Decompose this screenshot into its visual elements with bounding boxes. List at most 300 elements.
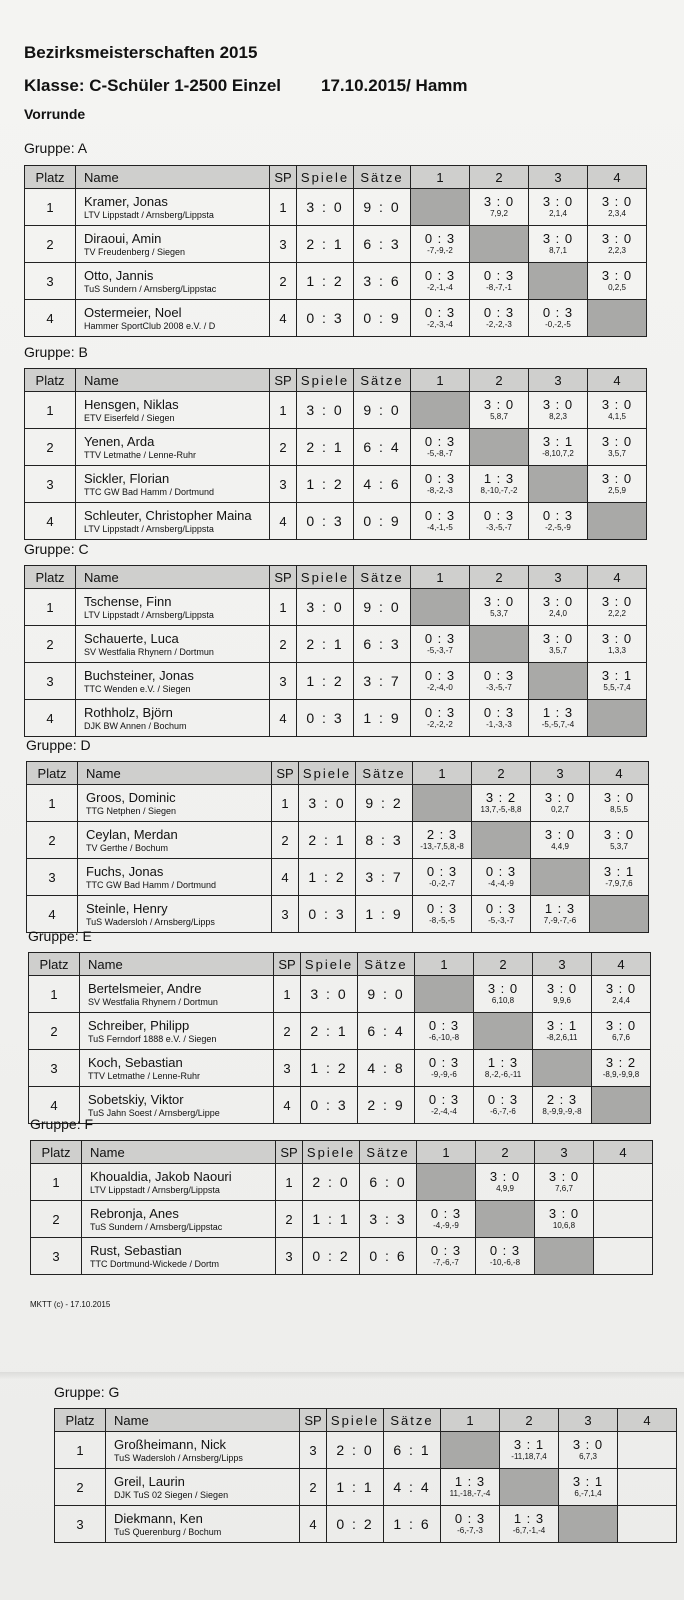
- set-details: 0,2,7: [551, 805, 569, 814]
- header-opponent-2: 2: [472, 762, 531, 785]
- set-details: -7,-6,-7: [433, 1258, 459, 1267]
- set-details: 5,5,-7,4: [603, 683, 631, 692]
- set-details: 4,9,9: [496, 1184, 514, 1193]
- match-score: 3 : 0: [483, 594, 515, 609]
- rank-cell: 1: [29, 976, 80, 1013]
- match-score: 0 : 3: [483, 705, 515, 720]
- result-cell: [415, 1087, 474, 1124]
- group-label: Gruppe: F: [30, 1116, 94, 1132]
- group-table: [24, 165, 647, 337]
- set-details: 5,3,7: [490, 609, 508, 618]
- player-club: TuS Sundern / Arnsberg/Lippstac: [90, 1221, 223, 1232]
- match-score: 0 : 3: [430, 1206, 462, 1221]
- self-match-cell: [411, 589, 470, 626]
- date-location: 17.10.2015/ Hamm: [321, 76, 468, 95]
- seed-cell: 2: [272, 822, 299, 859]
- set-details: -2,-3,-4: [427, 320, 453, 329]
- table-row: [25, 466, 647, 503]
- player-name: Ostermeier, Noel: [84, 304, 182, 320]
- self-match-cell: [588, 300, 647, 337]
- player-cell: [76, 300, 270, 337]
- result-cell: [415, 1050, 474, 1087]
- set-details: -8,2,6,11: [546, 1033, 578, 1042]
- group-label: Gruppe: E: [28, 928, 92, 944]
- table-header-row: [25, 566, 647, 589]
- set-details: 7,-9,-7,-6: [543, 916, 577, 925]
- table-row: [25, 392, 647, 429]
- rank-cell: 1: [55, 1432, 106, 1469]
- rank-cell: 1: [25, 392, 76, 429]
- player-cell: [76, 263, 270, 300]
- table-row: [27, 785, 649, 822]
- match-score: 1 : 3: [544, 901, 576, 916]
- table-header-row: [31, 1141, 653, 1164]
- result-cell: [531, 822, 590, 859]
- group-table: [54, 1408, 677, 1543]
- self-match-cell: [441, 1432, 500, 1469]
- match-score: 0 : 3: [424, 231, 456, 246]
- header-sp: SP: [276, 1141, 303, 1164]
- set-details: -6,7,-1,-4: [512, 1526, 546, 1535]
- header-opponent-1: 1: [415, 953, 474, 976]
- rank-cell: 1: [31, 1164, 82, 1201]
- result-cell: [594, 1201, 653, 1238]
- group-table: [24, 368, 647, 540]
- rank-cell: 2: [31, 1201, 82, 1238]
- player-club: TV Gerthe / Bochum: [86, 842, 169, 853]
- player-club: TTC Dortmund-Wickede / Dortm: [90, 1258, 220, 1269]
- result-cell: [472, 896, 531, 933]
- matches-cell: 1 : 2: [297, 263, 354, 300]
- player-cell: [80, 1013, 274, 1050]
- match-score: 3 : 0: [605, 981, 637, 996]
- header-opponent-4: 4: [618, 1409, 677, 1432]
- match-score: 3 : 0: [542, 631, 574, 646]
- matches-cell: 3 : 0: [299, 785, 356, 822]
- set-details: 8,5,5: [610, 805, 628, 814]
- table-row: [27, 896, 649, 933]
- result-cell: [476, 1164, 535, 1201]
- self-match-cell: [588, 700, 647, 737]
- result-cell: [474, 1087, 533, 1124]
- set-details: -2,-1,-4: [427, 283, 453, 292]
- header-opponent-2: 2: [470, 369, 529, 392]
- paper-fold: [0, 1372, 684, 1380]
- result-cell: [588, 263, 647, 300]
- matches-cell: 1 : 1: [327, 1469, 384, 1506]
- header-opponent-3: 3: [529, 566, 588, 589]
- rank-cell: 3: [25, 263, 76, 300]
- set-details: 0,2,5: [608, 283, 626, 292]
- result-cell: [417, 1238, 476, 1275]
- result-cell: [413, 859, 472, 896]
- matches-cell: 2 : 1: [297, 429, 354, 466]
- sets-cell: 6 : 1: [384, 1432, 441, 1469]
- class-label: Klasse: C-Schüler 1-2500 Einzel: [24, 76, 282, 95]
- header-opponent-1: 1: [411, 369, 470, 392]
- header-saetze: Sätze: [354, 369, 411, 392]
- match-score: 0 : 3: [428, 1018, 460, 1033]
- match-score: 2 : 3: [426, 827, 458, 842]
- header-name: Name: [76, 166, 270, 189]
- player-club: TuS Ferndorf 1888 e.V. / Siegen: [88, 1033, 217, 1044]
- player-name: Buchsteiner, Jonas: [84, 667, 194, 683]
- player-cell: [82, 1201, 276, 1238]
- result-cell: [470, 263, 529, 300]
- set-details: -6,-10,-8: [428, 1033, 460, 1042]
- seed-cell: 3: [270, 663, 297, 700]
- table-row: [25, 189, 647, 226]
- sets-cell: 0 : 6: [360, 1238, 417, 1275]
- set-details: 8,-9,9,-9,-8: [542, 1107, 582, 1116]
- seed-cell: 4: [270, 700, 297, 737]
- result-cell: [618, 1469, 677, 1506]
- player-name: Sobetskiy, Viktor: [88, 1091, 184, 1107]
- player-club: Hammer SportClub 2008 e.V. / D: [84, 320, 216, 331]
- matches-cell: 1 : 2: [299, 859, 356, 896]
- match-score: 3 : 0: [542, 397, 574, 412]
- sets-cell: 4 : 4: [384, 1469, 441, 1506]
- player-club: LTV Lippstadt / Arnsberg/Lippsta: [84, 609, 214, 620]
- match-score: 3 : 0: [544, 790, 576, 805]
- set-details: 7,6,7: [555, 1184, 573, 1193]
- self-match-cell: [529, 663, 588, 700]
- sets-cell: 4 : 6: [354, 466, 411, 503]
- seed-cell: 1: [270, 392, 297, 429]
- header-opponent-3: 3: [529, 369, 588, 392]
- matches-cell: 2 : 0: [303, 1164, 360, 1201]
- set-details: -0,-2,-7: [429, 879, 455, 888]
- table-header-row: [29, 953, 651, 976]
- match-score: 0 : 3: [428, 1055, 460, 1070]
- header-sp: SP: [270, 566, 297, 589]
- match-score: 3 : 0: [601, 231, 633, 246]
- player-cell: [76, 700, 270, 737]
- matches-cell: 0 : 3: [301, 1087, 358, 1124]
- seed-cell: 2: [270, 429, 297, 466]
- group-label: Gruppe: C: [24, 541, 89, 557]
- player-name: Schleuter, Christopher Maina: [84, 507, 252, 523]
- seed-cell: 3: [270, 466, 297, 503]
- set-details: -2,-2,-3: [486, 320, 512, 329]
- set-details: -7,9,7,6: [605, 879, 633, 888]
- table-row: [25, 300, 647, 337]
- seed-cell: 2: [300, 1469, 327, 1506]
- result-cell: [533, 976, 592, 1013]
- header-saetze: Sätze: [354, 566, 411, 589]
- match-score: 0 : 3: [424, 705, 456, 720]
- set-details: 2,3,4: [608, 209, 626, 218]
- header-name: Name: [80, 953, 274, 976]
- seed-cell: 1: [276, 1164, 303, 1201]
- set-details: -4,-9,-9: [433, 1221, 459, 1230]
- player-cell: [78, 859, 272, 896]
- match-score: 3 : 1: [603, 864, 635, 879]
- set-details: -7,-9,-2: [427, 246, 453, 255]
- rank-cell: 3: [25, 466, 76, 503]
- match-score: 1 : 3: [454, 1474, 486, 1489]
- set-details: 4,4,9: [551, 842, 569, 851]
- set-details: -8,-2,-3: [427, 486, 453, 495]
- set-details: 1,3,3: [608, 646, 626, 655]
- table-row: [25, 226, 647, 263]
- result-cell: [470, 503, 529, 540]
- match-score: 3 : 0: [546, 981, 578, 996]
- player-name: Rebronja, Anes: [90, 1205, 179, 1221]
- set-details: -5,-3,-7: [427, 646, 453, 655]
- match-score: 0 : 3: [483, 668, 515, 683]
- header-opponent-2: 2: [476, 1141, 535, 1164]
- seed-cell: 2: [276, 1201, 303, 1238]
- player-name: Groos, Dominic: [86, 789, 176, 805]
- self-match-cell: [415, 976, 474, 1013]
- match-score: 0 : 3: [483, 268, 515, 283]
- sets-cell: 9 : 0: [354, 589, 411, 626]
- set-details: 5,3,7: [610, 842, 628, 851]
- match-score: 0 : 3: [430, 1243, 462, 1258]
- result-cell: [417, 1201, 476, 1238]
- rank-cell: 3: [29, 1050, 80, 1087]
- result-cell: [472, 859, 531, 896]
- set-details: 4,1,5: [608, 412, 626, 421]
- player-club: TuS Querenburg / Bochum: [114, 1526, 222, 1537]
- self-match-cell: [470, 226, 529, 263]
- header-spiele: Spiele: [301, 953, 358, 976]
- player-club: SV Westfalia Rhynern / Dortmun: [84, 646, 214, 657]
- seed-cell: 3: [272, 896, 299, 933]
- match-score: 3 : 0: [605, 1018, 637, 1033]
- header-platz: Platz: [25, 566, 76, 589]
- table-row: [29, 976, 651, 1013]
- header-opponent-1: 1: [411, 166, 470, 189]
- player-cell: [82, 1164, 276, 1201]
- player-name: Diraoui, Amin: [84, 230, 162, 246]
- result-cell: [533, 1013, 592, 1050]
- document-title: Bezirksmeisterschaften 2015: [24, 43, 258, 62]
- rank-cell: 3: [27, 859, 78, 896]
- match-score: 0 : 3: [428, 1092, 460, 1107]
- result-cell: [529, 700, 588, 737]
- result-cell: [415, 1013, 474, 1050]
- player-name: Kramer, Jonas: [84, 193, 168, 209]
- set-details: -6,-7,-6: [490, 1107, 516, 1116]
- header-opponent-4: 4: [590, 762, 649, 785]
- player-name: Rust, Sebastian: [90, 1242, 182, 1258]
- self-match-cell: [529, 263, 588, 300]
- result-cell: [531, 785, 590, 822]
- header-name: Name: [78, 762, 272, 785]
- set-details: -2,-2,-2: [427, 720, 453, 729]
- header-opponent-1: 1: [441, 1409, 500, 1432]
- set-details: -8,9,-9,9,8: [602, 1070, 640, 1079]
- set-details: -3,-5,-7: [486, 523, 512, 532]
- document-header: [24, 42, 664, 122]
- sets-cell: 6 : 3: [354, 626, 411, 663]
- self-match-cell: [531, 859, 590, 896]
- player-cell: [76, 429, 270, 466]
- seed-cell: 2: [270, 263, 297, 300]
- result-cell: [588, 392, 647, 429]
- player-cell: [76, 663, 270, 700]
- player-club: TTC Wenden e.V. / Siegen: [84, 683, 191, 694]
- result-cell: [588, 429, 647, 466]
- matches-cell: 2 : 1: [301, 1013, 358, 1050]
- header-sp: SP: [270, 369, 297, 392]
- header-opponent-2: 2: [500, 1409, 559, 1432]
- result-cell: [474, 976, 533, 1013]
- matches-cell: 2 : 1: [297, 626, 354, 663]
- self-match-cell: [529, 466, 588, 503]
- matches-cell: 3 : 0: [297, 392, 354, 429]
- result-cell: [588, 466, 647, 503]
- result-cell: [413, 896, 472, 933]
- result-cell: [411, 263, 470, 300]
- result-cell: [411, 503, 470, 540]
- sets-cell: 9 : 0: [354, 392, 411, 429]
- header-platz: Platz: [29, 953, 80, 976]
- match-score: 3 : 0: [601, 397, 633, 412]
- seed-cell: 4: [272, 859, 299, 896]
- result-cell: [618, 1506, 677, 1543]
- result-cell: [474, 1050, 533, 1087]
- result-cell: [411, 429, 470, 466]
- result-cell: [531, 896, 590, 933]
- match-score: 3 : 1: [542, 434, 574, 449]
- sets-cell: 8 : 3: [356, 822, 413, 859]
- set-details: 6,-7,1,4: [574, 1489, 602, 1498]
- self-match-cell: [417, 1164, 476, 1201]
- self-match-cell: [413, 785, 472, 822]
- player-cell: [80, 976, 274, 1013]
- result-cell: [594, 1164, 653, 1201]
- matches-cell: 3 : 0: [301, 976, 358, 1013]
- table-row: [27, 859, 649, 896]
- match-score: 3 : 0: [542, 231, 574, 246]
- group-table: [26, 761, 649, 933]
- rank-cell: 1: [27, 785, 78, 822]
- rank-cell: 2: [25, 226, 76, 263]
- matches-cell: 0 : 3: [297, 700, 354, 737]
- player-club: SV Westfalia Rhynern / Dortmun: [88, 996, 218, 1007]
- self-match-cell: [592, 1087, 651, 1124]
- player-name: Großheimann, Nick: [114, 1436, 226, 1452]
- rank-cell: 2: [25, 429, 76, 466]
- player-club: DJK TuS 02 Siegen / Siegen: [114, 1489, 229, 1500]
- match-score: 3 : 0: [603, 827, 635, 842]
- player-cell: [76, 626, 270, 663]
- player-club: TTG Netphen / Siegen: [86, 805, 177, 816]
- header-spiele: Spiele: [303, 1141, 360, 1164]
- match-score: 0 : 3: [424, 434, 456, 449]
- match-score: 3 : 1: [601, 668, 633, 683]
- result-cell: [470, 466, 529, 503]
- header-saetze: Sätze: [360, 1141, 417, 1164]
- sets-cell: 1 : 9: [354, 700, 411, 737]
- header-platz: Platz: [25, 369, 76, 392]
- set-details: -8,10,7,2: [542, 449, 574, 458]
- result-cell: [411, 700, 470, 737]
- match-score: 3 : 0: [601, 631, 633, 646]
- player-name: Diekmann, Ken: [114, 1510, 203, 1526]
- match-score: 0 : 3: [424, 508, 456, 523]
- player-club: TuS Wadersloh / Arnsberg/Lipps: [86, 916, 215, 927]
- match-score: 0 : 3: [485, 901, 517, 916]
- match-score: 0 : 3: [489, 1243, 521, 1258]
- player-name: Ceylan, Merdan: [86, 826, 178, 842]
- result-cell: [411, 226, 470, 263]
- rank-cell: 2: [29, 1013, 80, 1050]
- set-details: -3,-5,-7: [486, 683, 512, 692]
- player-cell: [78, 785, 272, 822]
- header-saetze: Sätze: [354, 166, 411, 189]
- match-score: 3 : 0: [601, 594, 633, 609]
- result-cell: [411, 663, 470, 700]
- header-spiele: Spiele: [297, 166, 354, 189]
- sets-cell: 0 : 9: [354, 503, 411, 540]
- player-club: ETV Eiserfeld / Siegen: [84, 412, 175, 423]
- result-cell: [411, 466, 470, 503]
- result-cell: [529, 226, 588, 263]
- group-label: Gruppe: B: [24, 344, 88, 360]
- table-row: [31, 1164, 653, 1201]
- player-name: Rothholz, Björn: [84, 704, 173, 720]
- player-cell: [80, 1050, 274, 1087]
- matches-cell: 1 : 2: [297, 663, 354, 700]
- player-club: LTV Lippstadt / Arnsberg/Lippsta: [90, 1184, 220, 1195]
- matches-cell: 3 : 0: [297, 589, 354, 626]
- set-details: 6,7,6: [612, 1033, 630, 1042]
- table-row: [31, 1238, 653, 1275]
- match-score: 3 : 0: [601, 268, 633, 283]
- header-opponent-1: 1: [411, 566, 470, 589]
- set-details: 6,10,8: [491, 996, 515, 1005]
- result-cell: [470, 663, 529, 700]
- self-match-cell: [472, 822, 531, 859]
- header-platz: Platz: [31, 1141, 82, 1164]
- result-cell: [470, 189, 529, 226]
- result-cell: [618, 1432, 677, 1469]
- set-details: -2,-5,-9: [545, 523, 571, 532]
- player-club: TTV Letmathe / Lenne-Ruhr: [88, 1070, 201, 1081]
- seed-cell: 1: [272, 785, 299, 822]
- result-cell: [588, 226, 647, 263]
- table-row: [25, 663, 647, 700]
- match-score: 0 : 3: [485, 864, 517, 879]
- result-cell: [529, 589, 588, 626]
- table-header-row: [27, 762, 649, 785]
- player-club: TuS Wadersloh / Arnsberg/Lipps: [114, 1452, 243, 1463]
- match-score: 3 : 0: [489, 1169, 521, 1184]
- table-header-row: [55, 1409, 677, 1432]
- set-details: 8,-10,-7,-2: [480, 486, 518, 495]
- player-name: Schreiber, Philipp: [88, 1017, 190, 1033]
- player-name: Otto, Jannis: [84, 267, 154, 283]
- match-score: 0 : 3: [424, 268, 456, 283]
- sets-cell: 6 : 3: [354, 226, 411, 263]
- set-details: 9,9,6: [553, 996, 571, 1005]
- player-name: Fuchs, Jonas: [86, 863, 164, 879]
- seed-cell: 2: [274, 1013, 301, 1050]
- set-details: 13,7,-5,-8,8: [480, 805, 522, 814]
- player-name: Yenen, Arda: [84, 433, 155, 449]
- set-details: 7,9,2: [490, 209, 508, 218]
- table-row: [55, 1506, 677, 1543]
- group-label: Gruppe: D: [26, 737, 91, 753]
- match-score: 3 : 0: [548, 1169, 580, 1184]
- set-details: 8,2,3: [549, 412, 567, 421]
- result-cell: [441, 1506, 500, 1543]
- set-details: 2,5,9: [608, 486, 626, 495]
